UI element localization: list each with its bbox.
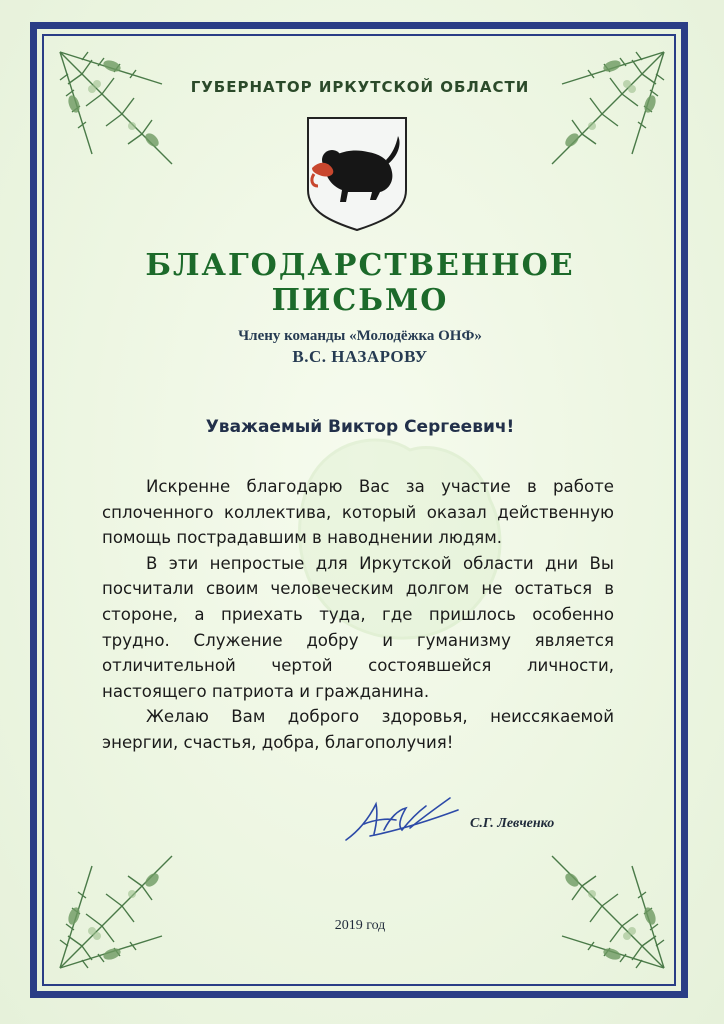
recipient-role: Члену команды «Молодёжка ОНФ» [238,328,482,344]
coat-of-arms-icon [302,112,412,232]
pine-branch-corner-icon [52,44,182,174]
pine-branch-corner-icon [542,846,672,976]
pine-branch-corner-icon [52,846,182,976]
recipient-name: В.С. НАЗАРОВУ [292,347,428,366]
salutation: Уважаемый Виктор Сергеевич! [205,417,515,437]
body-paragraph: Желаю Вам доброго здоровья, неиссякаемой энергии, счастья, добра, благополучия! [102,707,614,752]
body-paragraph: Искренне благодарю Вас за участие в работе сплоченного коллектива, который оказал действенную помощь пострадавшим в наводнении людям. [102,477,614,548]
document-year: 2019 год [334,918,386,933]
document-title: БЛАГОДАРСТВЕННОЕ ПИСЬМО [145,248,575,318]
signer-name: С.Г. Левченко [470,816,555,831]
body-paragraph: В эти непростые для Иркутской области дни Вы посчитали своим человеческим долгом не остаться в стороне, а приехать туда, где пришлось особенно трудно. Служение добру и гуманизму является отличительной чертой состоявшейся личности, настоящего патриота и гражданина. [102,553,614,701]
letter-body [102,474,614,756]
handwritten-signature [340,790,470,850]
issuer-heading: ГУБЕРНАТОР ИРКУТСКОЙ ОБЛАСТИ [190,78,530,96]
pine-branch-corner-icon [542,44,672,174]
